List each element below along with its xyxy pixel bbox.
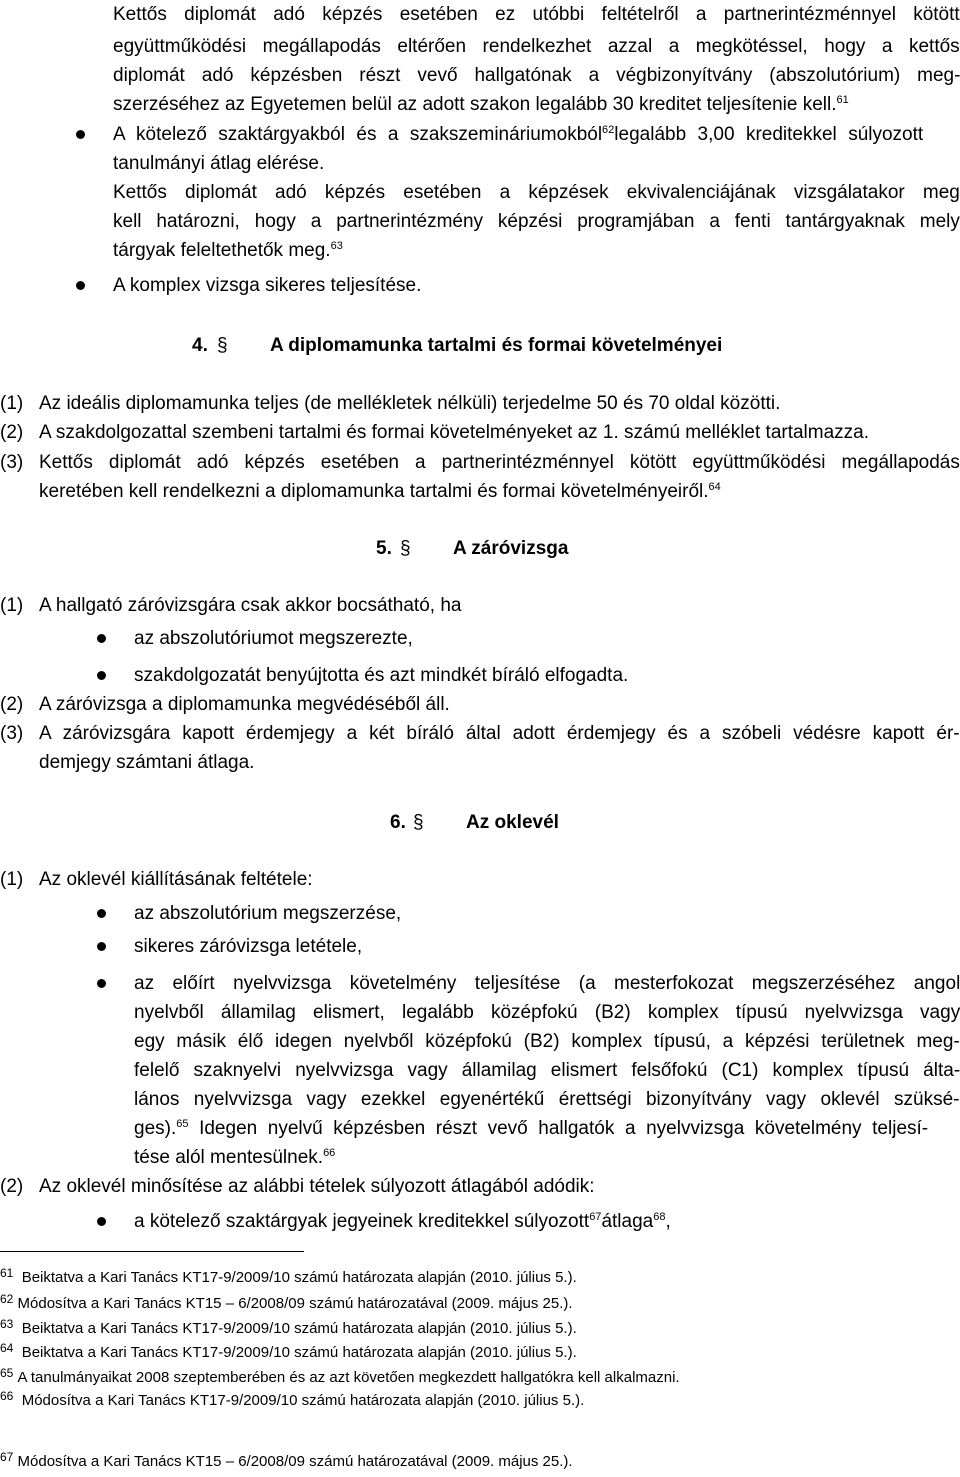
footnote-text: Beiktatva a Kari Tanács KT17-9/2009/10 számú határozata alapján (2010. július 5.). [21,1344,577,1361]
s4-item-1-text: Az ideális diplomamunka teljes (de mellékletek nélküli) terjedelme 50 és 70 oldal közötti. [39,393,781,414]
footnote-ref: 63 [330,240,343,252]
s6-bullet-3-line-6 [134,1119,928,1139]
footnote-ref: 65 [176,1118,189,1130]
s6-item-2-num: (2) [0,1176,24,1197]
section-symbol: § [413,812,424,833]
bullet-dot [97,1217,106,1226]
s6-bullet-3-line-1: az előírt nyelvvizsga követelmény teljesítése (a mesterfokozat megszerzéséhez angol [134,973,960,994]
kettos-line-3-text: tárgyak feleltethetők meg. [113,240,331,261]
s6-item-2-text: Az oklevél minősítése az alábbi tételek súlyozott átlagából adódik: [39,1176,595,1197]
s5-bullet-2: szakdolgozatát benyújtotta és azt mindkét bíráló elfogadta. [134,665,629,686]
s4-item-3-line-1: Kettős diplomát adó képzés esetében a partnerintézménnyel kötött együttműködési megállapodás [39,452,960,473]
footnote-number: 64 [0,1341,14,1355]
intro-line-4 [113,95,849,115]
bullet-dot [76,130,85,139]
footnote-ref: 66 [323,1147,336,1159]
footnote-number: 63 [0,1317,14,1331]
intro-line-2: együttműködési megállapodás eltérően rendelkezhet azzal a megkötéssel, hogy a kettős [113,36,960,57]
footnote-number: 61 [0,1266,14,1280]
footnote-65 [0,1366,680,1387]
footnote-text: Módosítva a Kari Tanács KT17-9/2009/10 számú határozata alapján (2010. július 5.). [21,1392,585,1409]
s6-bullet-1: az abszolutórium megszerzése, [134,903,402,924]
s5-bullet-1: az abszolutóriumot megszerezte, [134,628,413,649]
bullet-dot [76,281,85,290]
bullet-credit-average-line-2: tanulmányi átlag elérése. [113,153,325,174]
s4-item-3-num: (3) [0,452,24,473]
footnote-67 [0,1450,573,1471]
section-symbol: § [400,538,411,559]
section-6-number: 6. [390,812,406,833]
s4-item-2-num: (2) [0,422,24,443]
section-4-title: A diplomamunka tartalmi és formai követelményei [270,335,723,356]
s6-bullet-4 [134,1212,671,1232]
s6-bullet-3-line-7 [134,1148,335,1168]
footnote-61 [0,1266,577,1287]
s5-item-2-num: (2) [0,694,24,715]
s5-item-1-num: (1) [0,595,24,616]
footnote-text: A tanulmányaikat 2008 szeptemberében és az azt követően megkezdett hallgatókra kell alkalmazni. [17,1369,680,1386]
footnote-62 [0,1292,573,1313]
s4-item-2-text: A szakdolgozattal szembeni tartalmi és formai követelményeket az 1. számú melléklet tartalmazza. [39,422,870,443]
s5-item-1-text: A hallgató záróvizsgára csak akkor bocsátható, ha [39,595,462,616]
s6-bullet-3-line-3: egy másik élő idegen nyelvből középfokú (B2) komplex típusú, a képzési területnek meg- [134,1031,960,1052]
footnote-63 [0,1317,577,1338]
bullet-dot [97,942,106,951]
footnote-64 [0,1341,577,1362]
s5-item-3-num: (3) [0,723,24,744]
footnote-number: 62 [0,1292,14,1306]
s4-item-3-line-2-text: keretében kell rendelkezni a diplomamunka tartalmi és formai követelményeiről. [39,481,709,502]
footnote-number: 65 [0,1366,14,1380]
footnote-ref: 67 [589,1211,602,1223]
s6-bullet-2: sikeres záróvizsga letétele, [134,936,363,957]
bullet-dot [97,979,106,988]
s6-bullet-4-text: , [665,1211,671,1232]
intro-line-3: diplomát adó képzésben részt vevő hallgatónak a végbizonyítvány (abszolutórium) meg- [113,65,960,86]
s6-bullet-3-line-2: nyelvből államilag elismert, legalább középfokú (B2) komplex típusú nyelvvizsga vagy [134,1002,960,1023]
s6-bullet-3-line-4: felelő szaknyelvi nyelvvizsga vagy államilag elismert felsőfokú (C1) komplex típusú álta- [134,1060,960,1081]
bullet-dot [97,909,106,918]
footnote-66 [0,1389,585,1410]
intro-line-4-text: szerzéséhez az Egyetemen belül az adott szakon legalább 30 kreditet teljesítenie kell. [113,94,837,115]
footnote-text: Beiktatva a Kari Tanács KT17-9/2009/10 számú határozata alapján (2010. július 5.). [21,1320,577,1337]
s4-item-1-num: (1) [0,393,24,414]
section-5-title: A záróvizsga [453,538,569,559]
bullet-complex-exam: A komplex vizsga sikeres teljesítése. [113,275,422,296]
intro-line-1: Kettős diplomát adó képzés esetében ez utóbbi feltételről a partnerintézménnyel kötött [113,4,960,25]
footnote-number: 67 [0,1450,14,1464]
footnote-ref: 68 [653,1211,666,1223]
s5-item-3-line-2: demjegy számtani átlaga. [39,752,255,773]
s6-bullet-3-line-5: lános nyelvvizsga vagy ezekkel egyenértékű érettségi bizonyítvány vagy oklevél szüksé- [134,1089,960,1110]
footnote-number: 66 [0,1389,14,1403]
s6-item-1-text: Az oklevél kiállításának feltétele: [39,869,313,890]
s5-item-3-line-1: A záróvizsgára kapott érdemjegy a két bíráló által adott érdemjegy és a szóbeli védésre kapott ér- [39,723,960,744]
bullet-text: A kötelező szaktárgyakból és a szakszemináriumokból [113,124,603,145]
s5-item-2-text: A záróvizsga a diplomamunka megvédéséből áll. [39,694,450,715]
s6-bullet-3-text: Idegen nyelvű képzésben részt vevő hallgatók a nyelvvizsga követelmény teljesí- [188,1118,929,1139]
s6-bullet-4-text: átlaga [601,1211,654,1232]
s6-bullet-3-text: ges). [134,1118,177,1139]
section-6-title: Az oklevél [466,812,559,833]
s6-bullet-4-text: a kötelező szaktárgyak jegyeinek kreditekkel súlyozott [134,1211,590,1232]
footnote-separator [0,1251,304,1252]
footnote-ref: 61 [836,94,849,106]
footnote-text: Módosítva a Kari Tanács KT15 – 6/2008/09 számú határozatával (2009. május 25.). [17,1295,573,1312]
kettos-line-2: kell határozni, hogy a partnerintézmény képzési programjában a fenti tantárgyaknak mely [113,211,960,232]
s6-bullet-3-text: tése alól mentesülnek. [134,1147,324,1168]
s6-item-1-num: (1) [0,869,24,890]
bullet-dot [97,634,106,643]
kettos-line-3 [113,241,343,261]
section-4-number: 4. [192,335,208,356]
footnote-text: Beiktatva a Kari Tanács KT17-9/2009/10 számú határozata alapján (2010. július 5.). [21,1269,577,1286]
bullet-dot [97,671,106,680]
footnote-ref: 64 [708,481,721,493]
footnote-ref: 62 [602,124,615,136]
bullet-credit-average-line-1 [113,125,923,145]
section-symbol: § [217,335,228,356]
bullet-text: legalább 3,00 kreditekkel súlyozott [614,124,924,145]
s4-item-3-line-2 [39,482,721,502]
footnote-text: Módosítva a Kari Tanács KT15 – 6/2008/09 számú határozatával (2009. május 25.). [17,1453,573,1470]
kettos-line-1: Kettős diplomát adó képzés esetében a képzések ekvivalenciájának vizsgálatakor meg [113,182,960,203]
section-5-number: 5. [376,538,392,559]
